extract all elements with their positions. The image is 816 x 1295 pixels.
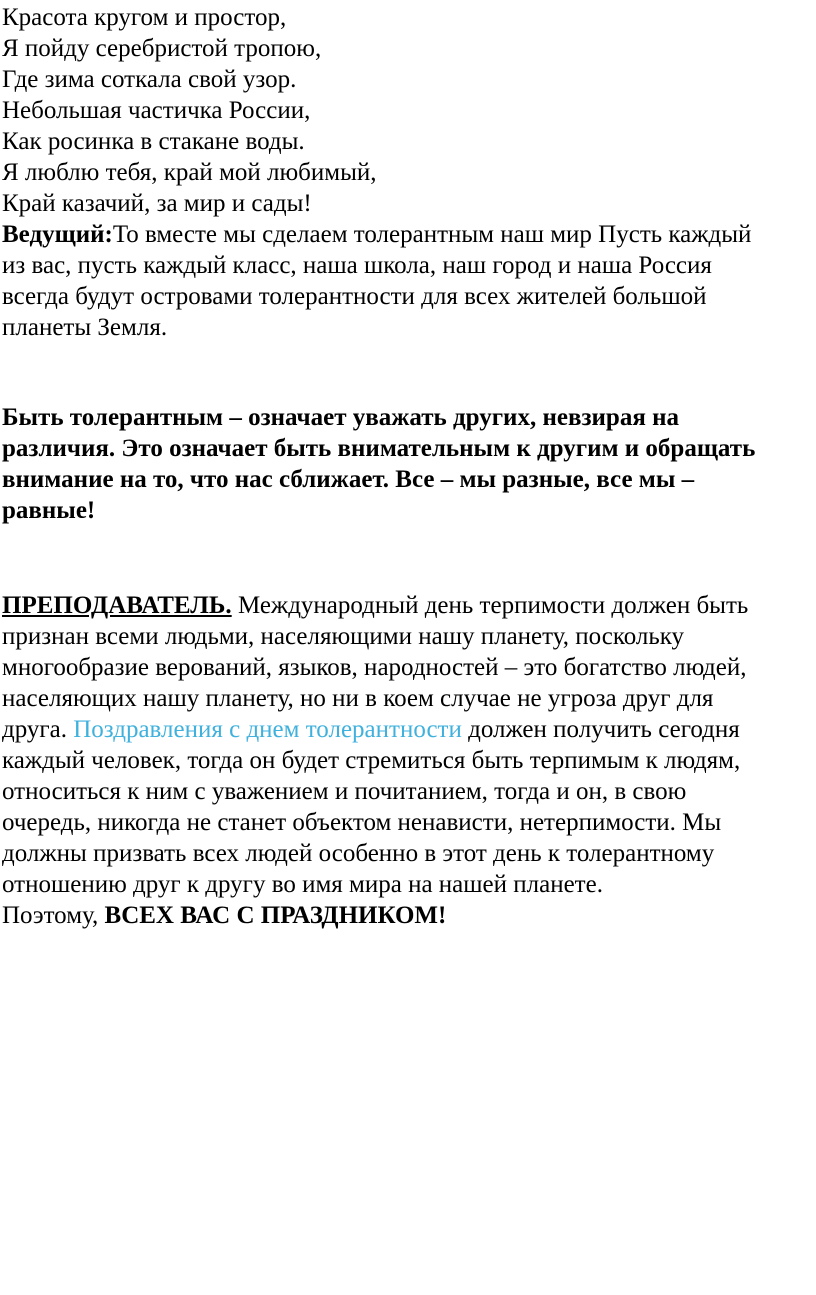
teacher-text: друга.: [2, 716, 74, 743]
closing-emphasis: ВСЕХ ВАС С ПРАЗДНИКОМ!: [104, 902, 447, 929]
teacher-line: отношению друг к другу во имя мира на нашей планете.: [2, 871, 603, 898]
teacher-line: каждый человек, тогда он будет стремиться быть терпимым к людям,: [2, 747, 741, 774]
congratulations-link[interactable]: Поздравления с днем толерантности: [73, 716, 462, 743]
teacher-line: [2, 714, 808, 745]
poem-line: Как росинка в стакане воды.: [2, 128, 305, 155]
poem-line: Я пойду серебристой тропою,: [2, 35, 322, 62]
teacher-line: [2, 590, 808, 621]
statement-line: внимание на то, что нас сближает. Все – мы разные, все мы –: [2, 466, 695, 493]
teacher-text: должен получить сегодня: [461, 716, 740, 743]
teacher-line: очередь, никогда не станет объектом ненависти, нетерпимости. Мы: [2, 809, 722, 836]
poem-line: Я люблю тебя, край мой любимый,: [2, 159, 377, 186]
teacher-line: населяющих нашу планету, но ни в коем случае не угроза друг для: [2, 685, 714, 712]
host-text: То вместе мы сделаем толерантным наш мир Пусть каждый: [112, 221, 752, 248]
closing-prefix: Поэтому,: [2, 902, 105, 929]
closing-text: [2, 900, 808, 931]
statement-paragraph: [2, 402, 808, 526]
teacher-label: ПРЕПОДАВАТЕЛЬ.: [2, 592, 232, 619]
host-line: всегда будут островами толерантности для всех жителей большой: [2, 283, 707, 310]
teacher-line: относиться к ним с уважением и почитанием, тогда и он, в свою: [2, 778, 687, 805]
poem: [2, 2, 808, 219]
host-line: планеты Земля.: [2, 314, 168, 341]
host-line: [2, 219, 808, 250]
poem-line: Небольшая частичка России,: [2, 97, 311, 124]
teacher-line: многообразие верований, языков, народностей – это богатство людей,: [2, 654, 747, 681]
statement-line: различия. Это означает быть внимательным к другим и обращать: [2, 435, 756, 462]
statement-line: равные!: [2, 497, 96, 524]
teacher-paragraph: [2, 590, 808, 900]
host-paragraph: [2, 219, 808, 343]
teacher-line: должны призвать всех людей особенно в этот день к толерантному: [2, 840, 715, 867]
host-label: Ведущий:: [2, 221, 113, 248]
teacher-text: Международный день терпимости должен быть: [231, 592, 749, 619]
poem-line: Красота кругом и простор,: [2, 4, 287, 31]
spacer: [2, 343, 808, 402]
closing-line: [2, 900, 808, 931]
poem-line: Край казачий, за мир и сады!: [2, 190, 312, 217]
teacher-line: признан всеми людьми, населяющими нашу планету, поскольку: [2, 623, 685, 650]
poem-line: Где зима соткала свой узор.: [2, 66, 297, 93]
statement-line: Быть толерантным – означает уважать других, невзирая на: [2, 404, 680, 431]
spacer: [2, 526, 808, 590]
host-line: из вас, пусть каждый класс, наша школа, наш город и наша Россия: [2, 252, 712, 279]
